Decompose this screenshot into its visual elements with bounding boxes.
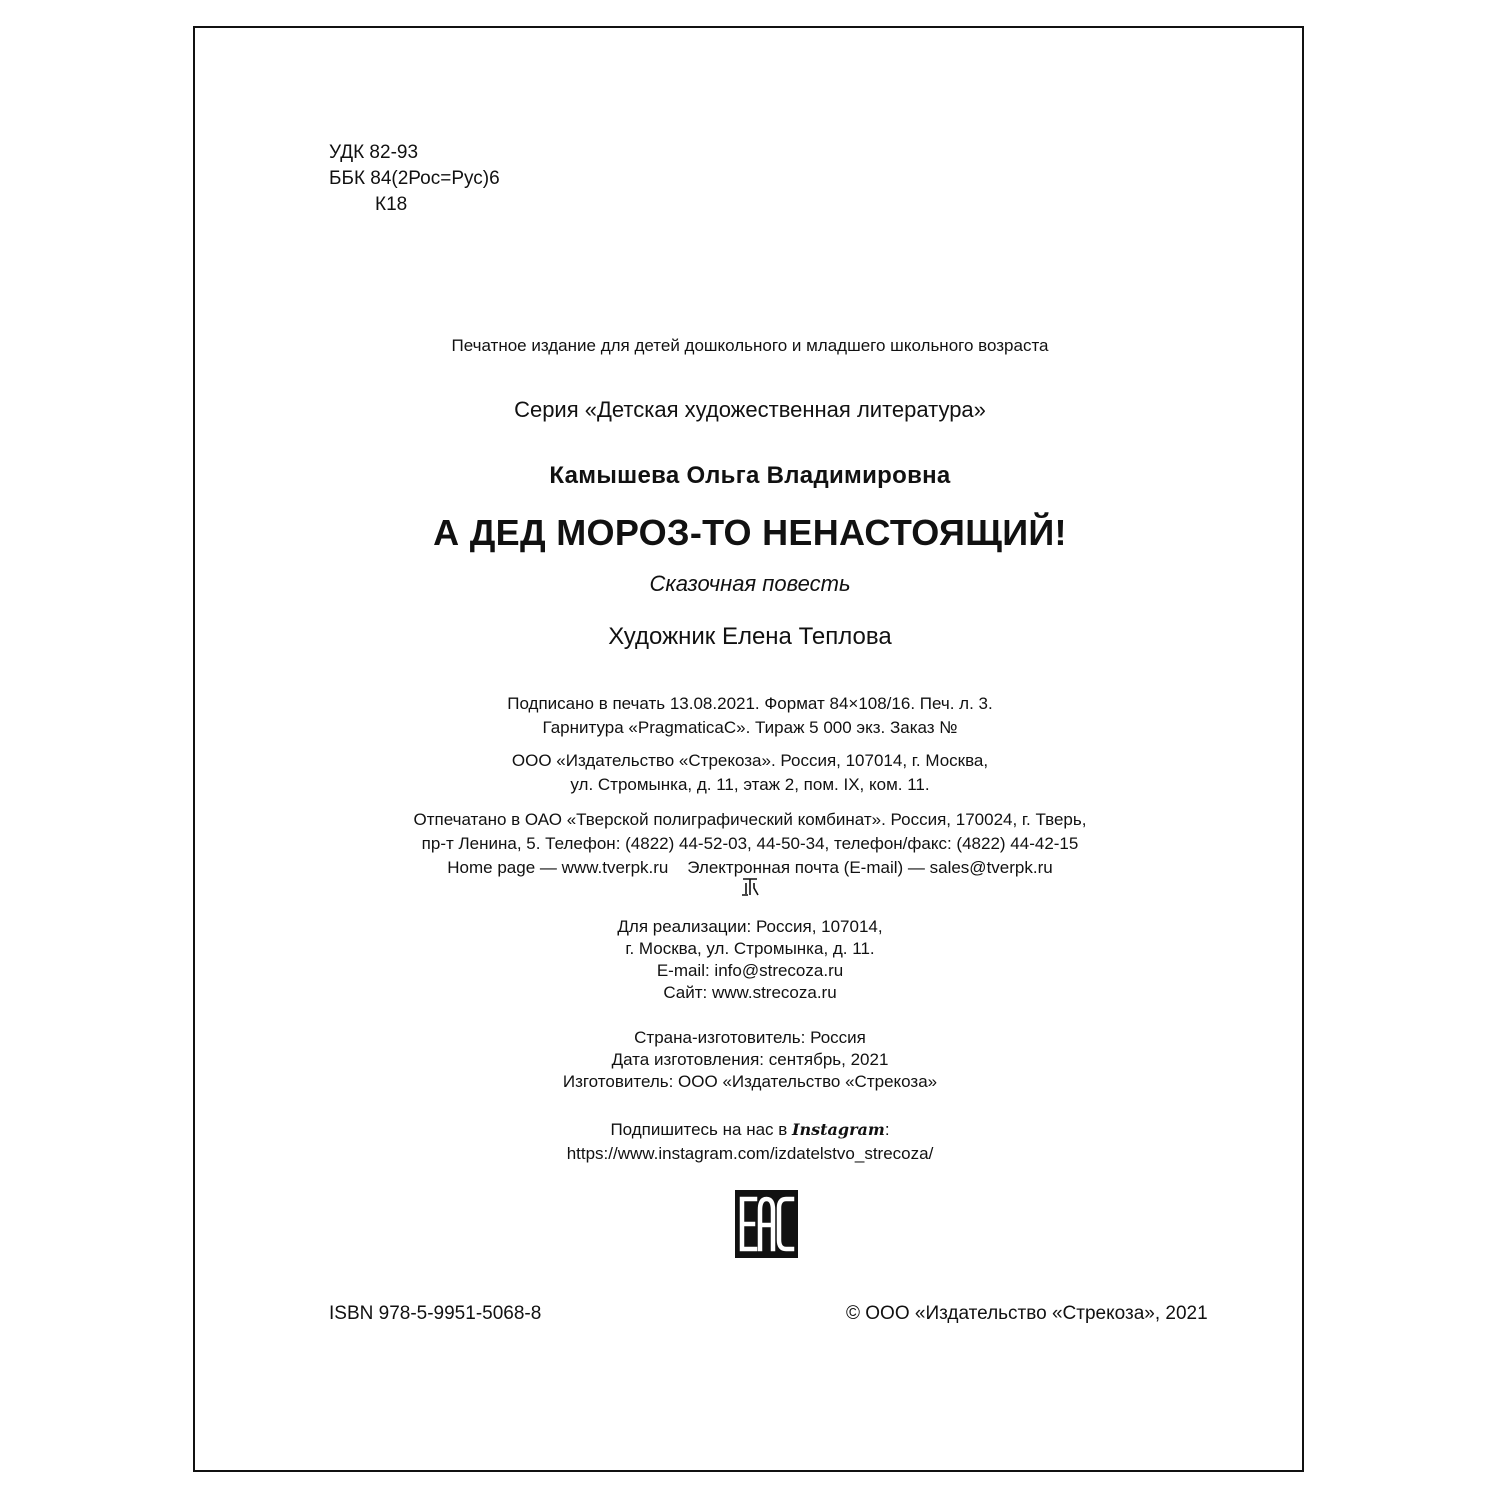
distribution-info-line: г. Москва, ул. Стромынка, д. 11.: [625, 939, 875, 958]
social-block: [0, 1118, 1500, 1166]
print-details-line: Гарнитура «PragmaticaC». Тираж 5 000 экз. Заказ №: [542, 718, 958, 737]
social-suffix: :: [884, 1120, 890, 1139]
series-name: Серия «Детская художественная литература»: [514, 397, 986, 422]
manufacture-country: Страна-изготовитель: Россия: [634, 1028, 866, 1047]
publisher-address-line: ул. Стромынка, д. 11, этаж 2, пом. IX, ком. 11.: [570, 775, 930, 794]
publisher-address-line: ООО «Издательство «Стрекоза». Россия, 107014, г. Москва,: [511, 751, 989, 770]
printer-info-line: пр-т Ленина, 5. Телефон: (4822) 44-52-03, 44-50-34, телефон/факс: (4822) 44-42-15: [421, 834, 1079, 853]
bbk-code: ББК 84(2Рос=Рус)6: [329, 168, 500, 189]
eac-certification-icon: [735, 1190, 798, 1258]
distribution-email: E-mail: info@strecoza.ru: [656, 961, 844, 980]
udk-code: УДК 82-93: [329, 142, 419, 163]
social-prefix: Подпишитесь на нас в: [610, 1120, 793, 1139]
instagram-brand: Instagram: [792, 1120, 885, 1139]
audience-note: Печатное издание для детей дошкольного и младшего школьного возраста: [451, 336, 1049, 355]
printer-info-line: Отпечатано в ОАО «Тверской полиграфический комбинат». Россия, 170024, г. Тверь,: [413, 810, 1087, 829]
distribution-info-line: Для реализации: Россия, 107014,: [617, 917, 883, 936]
isbn: ISBN 978-5-9951-5068-8: [329, 1303, 542, 1324]
printer-info-line: Home page — www.tverpk.ru Электронная почта (E-mail) — sales@tverpk.ru: [447, 858, 1053, 877]
instagram-url: https://www.instagram.com/izdatelstvo_strecoza/: [566, 1144, 934, 1163]
print-details-line: Подписано в печать 13.08.2021. Формат 84×108/16. Печ. л. 3.: [507, 694, 993, 713]
distribution-info: [0, 916, 1500, 1004]
printer-logo-icon: [740, 876, 760, 898]
printer-info: [0, 808, 1500, 880]
illustrator-credit: Художник Елена Теплова: [608, 623, 892, 650]
distribution-website: Сайт: www.strecoza.ru: [663, 983, 837, 1002]
publisher-address: [0, 749, 1500, 797]
book-subtitle: Сказочная повесть: [649, 571, 851, 596]
author-mark: К18: [375, 194, 408, 215]
manufacture-date: Дата изготовления: сентябрь, 2021: [611, 1050, 889, 1069]
copyright: © ООО «Издательство «Стрекоза», 2021: [846, 1303, 1208, 1324]
print-details: [0, 692, 1500, 740]
manufacture-info: [0, 1027, 1500, 1093]
classification-block: [329, 140, 500, 218]
social-line: [0, 1118, 1500, 1142]
book-title: А ДЕД МОРОЗ-ТО НЕНАСТОЯЩИЙ!: [433, 512, 1067, 553]
manufacturer: Изготовитель: ООО «Издательство «Стрекоза»: [562, 1072, 938, 1091]
author-name: Камышева Ольга Владимировна: [549, 462, 951, 489]
